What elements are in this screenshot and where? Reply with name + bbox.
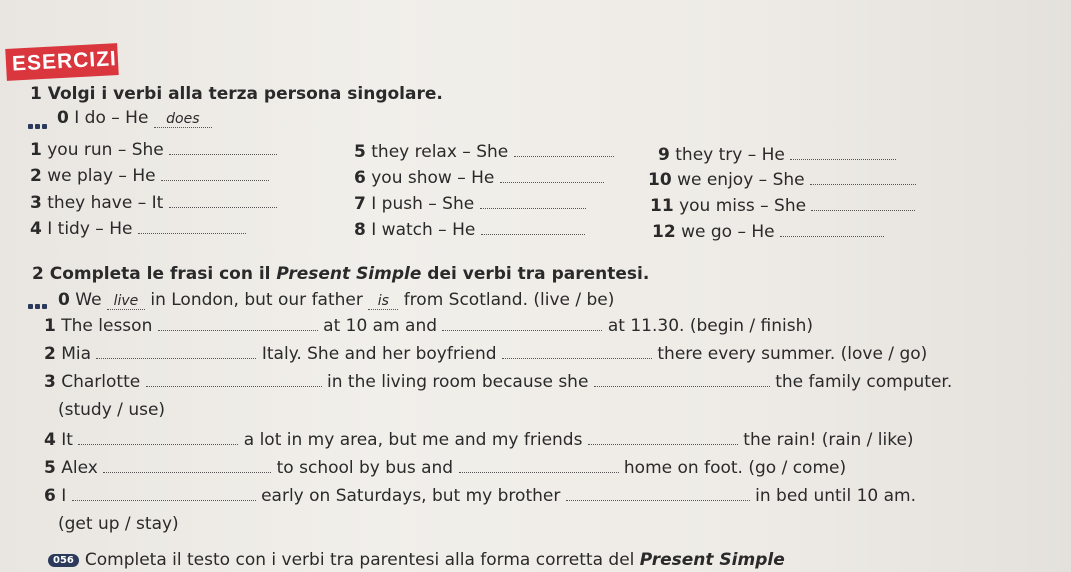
item-text: in the living room because she [327,372,589,392]
item-prompt: you show – He [371,168,495,188]
answer-blank[interactable] [780,222,884,237]
exercise2-item [44,344,927,364]
item-number: 4 [44,430,56,450]
example-text: We [75,290,102,310]
example-answer: is [368,293,398,310]
answer-blank[interactable] [588,430,738,445]
exercise2-number: 2 [32,264,44,284]
item-number: 8 [354,220,366,240]
exercise2-item [44,486,916,506]
exercise1-item [354,168,604,188]
exercise1-heading [30,84,443,104]
item-text: Alex [61,458,98,478]
exercise2-instruction-c: dei verbi tra parentesi. [421,264,650,284]
exercise2-item-continuation: (study / use) [58,400,166,420]
exercise1-item [30,166,269,186]
exercise3-heading [48,550,785,570]
exercise2-item [44,316,813,336]
exercise1-instruction: Volgi i verbi alla terza persona singolare. [47,84,443,104]
exercise1-item [30,140,277,160]
example-answer: does [154,111,212,128]
example-text: from Scotland. (live / be) [403,290,615,310]
answer-blank[interactable] [78,430,238,445]
exercise2-item [44,458,846,478]
exercise2-item [44,430,914,450]
item-text: home on foot. (go / come) [623,458,847,478]
item-prompt: we enjoy – She [677,170,805,190]
exercise1-item [30,193,277,213]
exercise1-item [30,219,246,239]
item-text: Mia [61,344,92,364]
answer-blank[interactable] [103,458,271,473]
section-badge: ESERCIZI [5,43,119,81]
answer-blank[interactable] [161,166,269,181]
item-text: early on Saturdays, but my brother [261,486,561,506]
exercise1-item [650,196,915,216]
exercise2-example [58,290,614,310]
exercise1-item [354,194,586,214]
item-text: there every summer. (love / go) [657,344,928,364]
item-prompt: they have – It [47,193,164,213]
item-prompt: I push – She [371,194,475,214]
item-text: the family computer. [775,372,953,392]
exercise1-number: 1 [30,84,42,104]
example-text: in London, but our father [150,290,363,310]
item-number: 3 [44,372,56,392]
item-number: 3 [30,193,42,213]
answer-blank[interactable] [481,220,585,235]
item-number: 10 [648,170,672,190]
item-number: 1 [44,316,56,336]
item-prompt: they try – He [675,145,785,165]
item-text: Italy. She and her boyfriend [261,344,497,364]
item-number: 1 [30,140,42,160]
item-number: 2 [30,166,42,186]
answer-blank[interactable] [442,316,602,331]
answer-blank[interactable] [169,193,277,208]
item-text: It [61,430,73,450]
item-text: at 10 am and [323,316,438,336]
exercise2-instruction-b: Present Simple [276,264,422,284]
answer-blank[interactable] [459,458,619,473]
answer-blank[interactable] [594,372,770,387]
item-prompt: we go – He [681,222,775,242]
example-answer: live [107,293,145,310]
item-number: 12 [652,222,676,242]
exercise3-instruction-b: Present Simple [639,550,785,570]
item-number: 7 [354,194,366,214]
item-prompt: you miss – She [679,196,807,216]
item-number: 5 [354,142,366,162]
example-prompt: I do – He [74,108,149,128]
item-number: 2 [44,344,56,364]
item-text: The lesson [61,316,153,336]
answer-blank[interactable] [146,372,322,387]
item-prompt: you run – She [47,140,164,160]
item-prompt: I tidy – He [47,219,133,239]
item-prompt: we play – He [47,166,156,186]
example-number: 0 [58,290,70,310]
exercise1-item [648,170,916,190]
answer-blank[interactable] [96,344,256,359]
bleed-through [740,2,744,18]
item-text: in bed until 10 am. [755,486,916,506]
item-text: to school by bus and [276,458,454,478]
item-number: 5 [44,458,56,478]
exercise1-item [658,145,896,165]
exercise2-item-continuation: (get up / stay) [58,514,179,534]
exercise2-instruction-a: Completa le frasi con il [49,264,277,284]
item-number: 11 [650,196,674,216]
exercise1-example [57,108,212,128]
answer-blank[interactable] [810,170,916,185]
answer-blank[interactable] [500,168,604,183]
answer-blank[interactable] [138,219,246,234]
answer-blank[interactable] [502,344,652,359]
exercise2-heading [32,264,649,284]
item-text: I [61,486,67,506]
item-number: 9 [658,145,670,165]
item-number: 4 [30,219,42,239]
exercise1-item [652,222,884,242]
item-number: 6 [44,486,56,506]
example-number: 0 [57,108,69,128]
answer-blank[interactable] [514,142,614,157]
exercise2-item [44,372,952,392]
item-text: at 11.30. (begin / finish) [607,316,813,336]
item-text: a lot in my area, but me and my friends [243,430,583,450]
answer-blank[interactable] [169,140,277,155]
item-prompt: I watch – He [371,220,476,240]
item-number: 6 [354,168,366,188]
item-prompt: they relax – She [371,142,509,162]
audio-track-badge: 056 [48,554,79,567]
exercise1-item [354,220,585,240]
answer-blank[interactable] [72,486,256,501]
answer-blank[interactable] [566,486,750,501]
difficulty-dots [28,114,50,120]
item-text: Charlotte [61,372,141,392]
exercise1-item [354,142,614,162]
exercise3-instruction-a: Completa il testo con i verbi tra parentesi alla forma corretta del [84,550,640,570]
answer-blank[interactable] [158,316,318,331]
difficulty-dots [28,294,50,300]
item-text: the rain! (rain / like) [743,430,914,450]
answer-blank[interactable] [480,194,586,209]
answer-blank[interactable] [790,145,896,160]
answer-blank[interactable] [811,196,915,211]
